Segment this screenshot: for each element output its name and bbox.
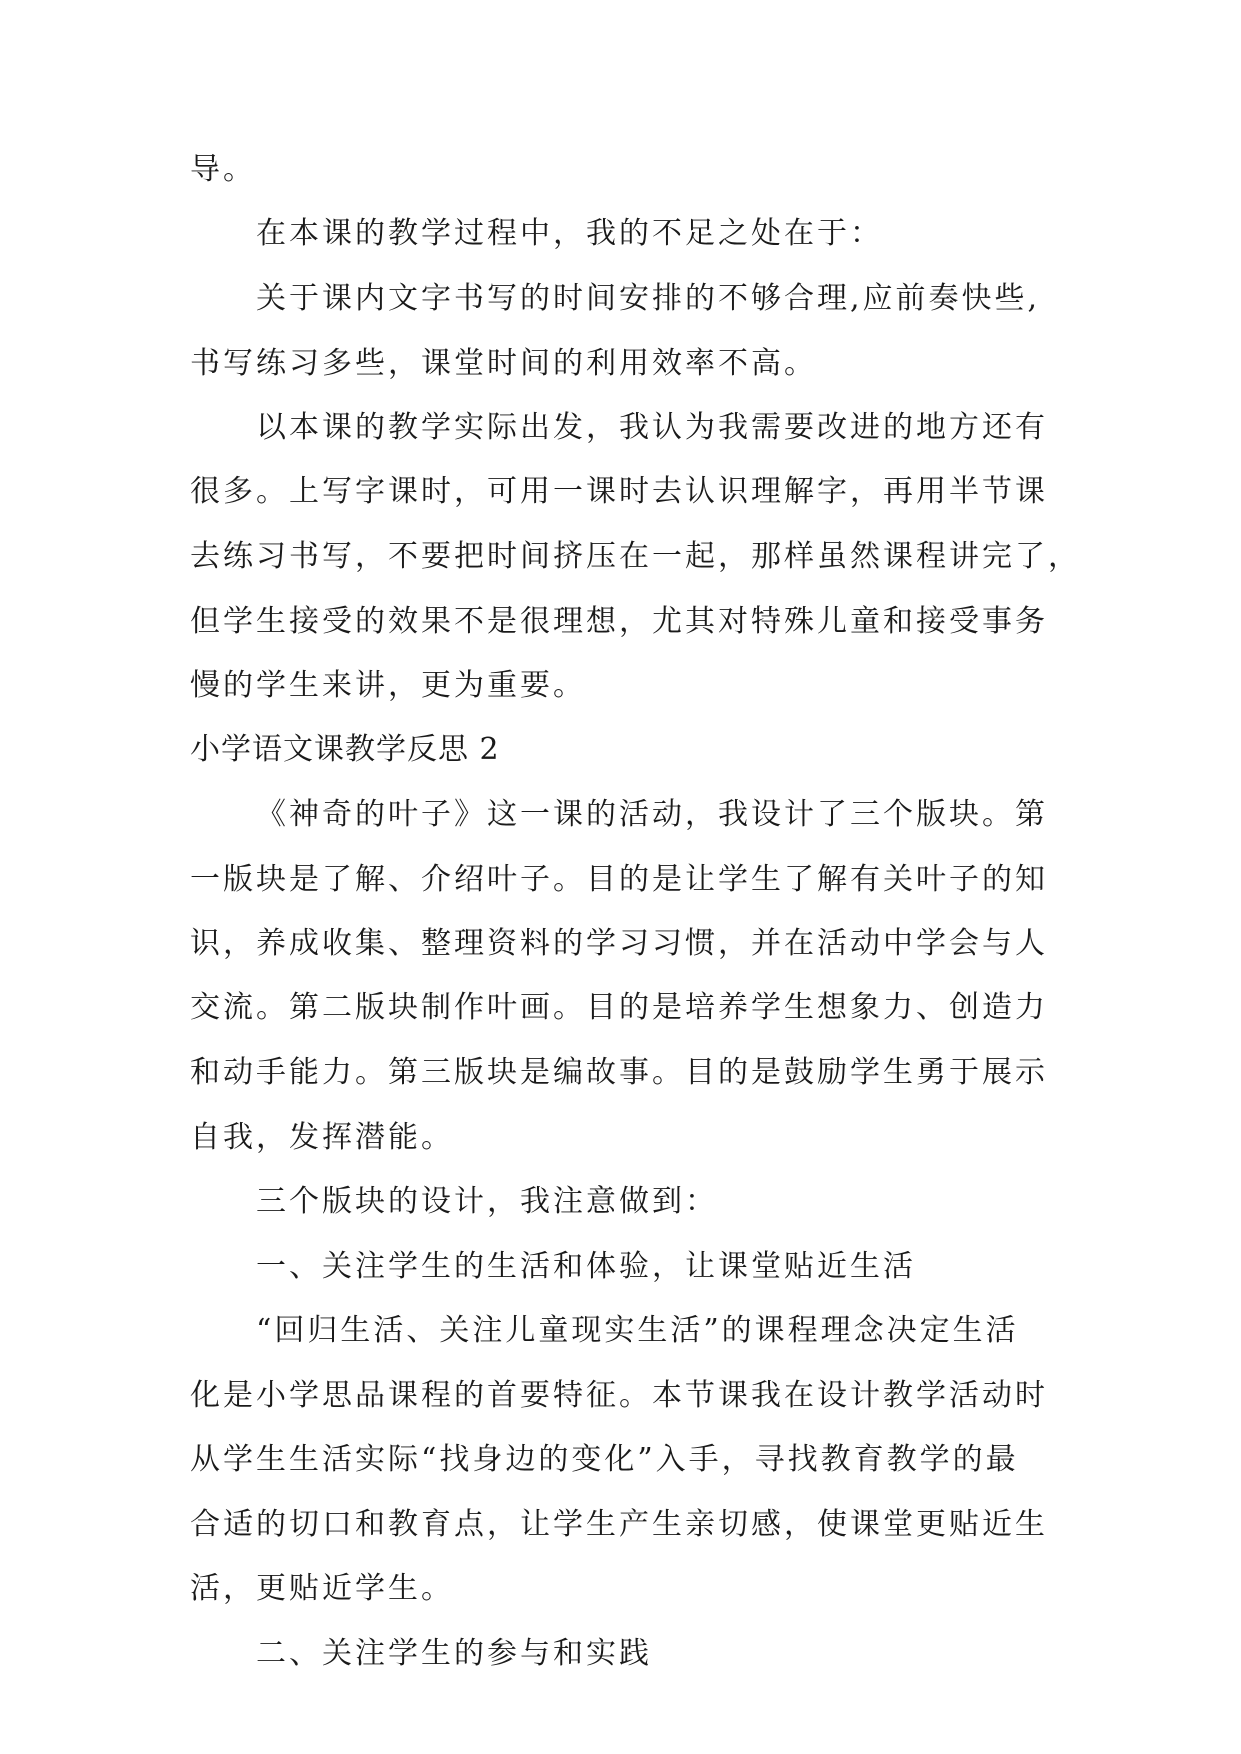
paragraph-line: 交流。第二版块制作叶画。目的是培养学生想象力、创造力 xyxy=(190,990,1048,1025)
paragraph-line: 自我，发挥潜能。 xyxy=(190,1120,454,1155)
paragraph-line: 二、关注学生的参与和实践 xyxy=(256,1636,652,1671)
paragraph-line: 活，更贴近学生。 xyxy=(190,1571,454,1606)
paragraph-line: 《神奇的叶子》这一课的活动，我设计了三个版块。第 xyxy=(256,797,1048,832)
paragraph-line: 识，养成收集、整理资料的学习习惯，并在活动中学会与人 xyxy=(190,926,1048,961)
paragraph-line: 慢的学生来讲，更为重要。 xyxy=(190,668,586,703)
paragraph-line: 化是小学思品课程的首要特征。本节课我在设计教学活动时 xyxy=(190,1378,1048,1413)
paragraph-line: 导。 xyxy=(190,152,256,187)
section-heading: 小学语文课教学反思 2 xyxy=(190,732,500,767)
paragraph-line: 但学生接受的效果不是很理想，尤其对特殊儿童和接受事务 xyxy=(190,604,1048,639)
paragraph-line: 一、关注学生的生活和体验，让课堂贴近生活 xyxy=(256,1249,916,1284)
paragraph-line: 很多。上写字课时，可用一课时去认识理解字，再用半节课 xyxy=(190,474,1048,509)
paragraph-line: 一版块是了解、介绍叶子。目的是让学生了解有关叶子的知 xyxy=(190,862,1048,897)
paragraph-line: “回归生活、关注儿童现实生活”的课程理念决定生活 xyxy=(256,1313,1019,1348)
paragraph-line: 去练习书写，不要把时间挤压在一起，那样虽然课程讲完了， xyxy=(190,539,1081,574)
paragraph-line: 合适的切口和教育点，让学生产生亲切感，使课堂更贴近生 xyxy=(190,1507,1048,1542)
paragraph-line: 和动手能力。第三版块是编故事。目的是鼓励学生勇于展示 xyxy=(190,1055,1048,1090)
paragraph-line: 在本课的教学过程中，我的不足之处在于： xyxy=(256,216,883,251)
paragraph-line: 书写练习多些，课堂时间的利用效率不高。 xyxy=(190,346,817,381)
paragraph-line: 关于课内文字书写的时间安排的不够合理,应前奏快些, xyxy=(256,281,1041,316)
paragraph-line: 三个版块的设计，我注意做到： xyxy=(256,1184,718,1219)
paragraph-line: 以本课的教学实际出发，我认为我需要改进的地方还有 xyxy=(256,410,1048,445)
paragraph-line: 从学生生活实际“找身边的变化”入手，寻找教育教学的最 xyxy=(190,1442,1019,1477)
